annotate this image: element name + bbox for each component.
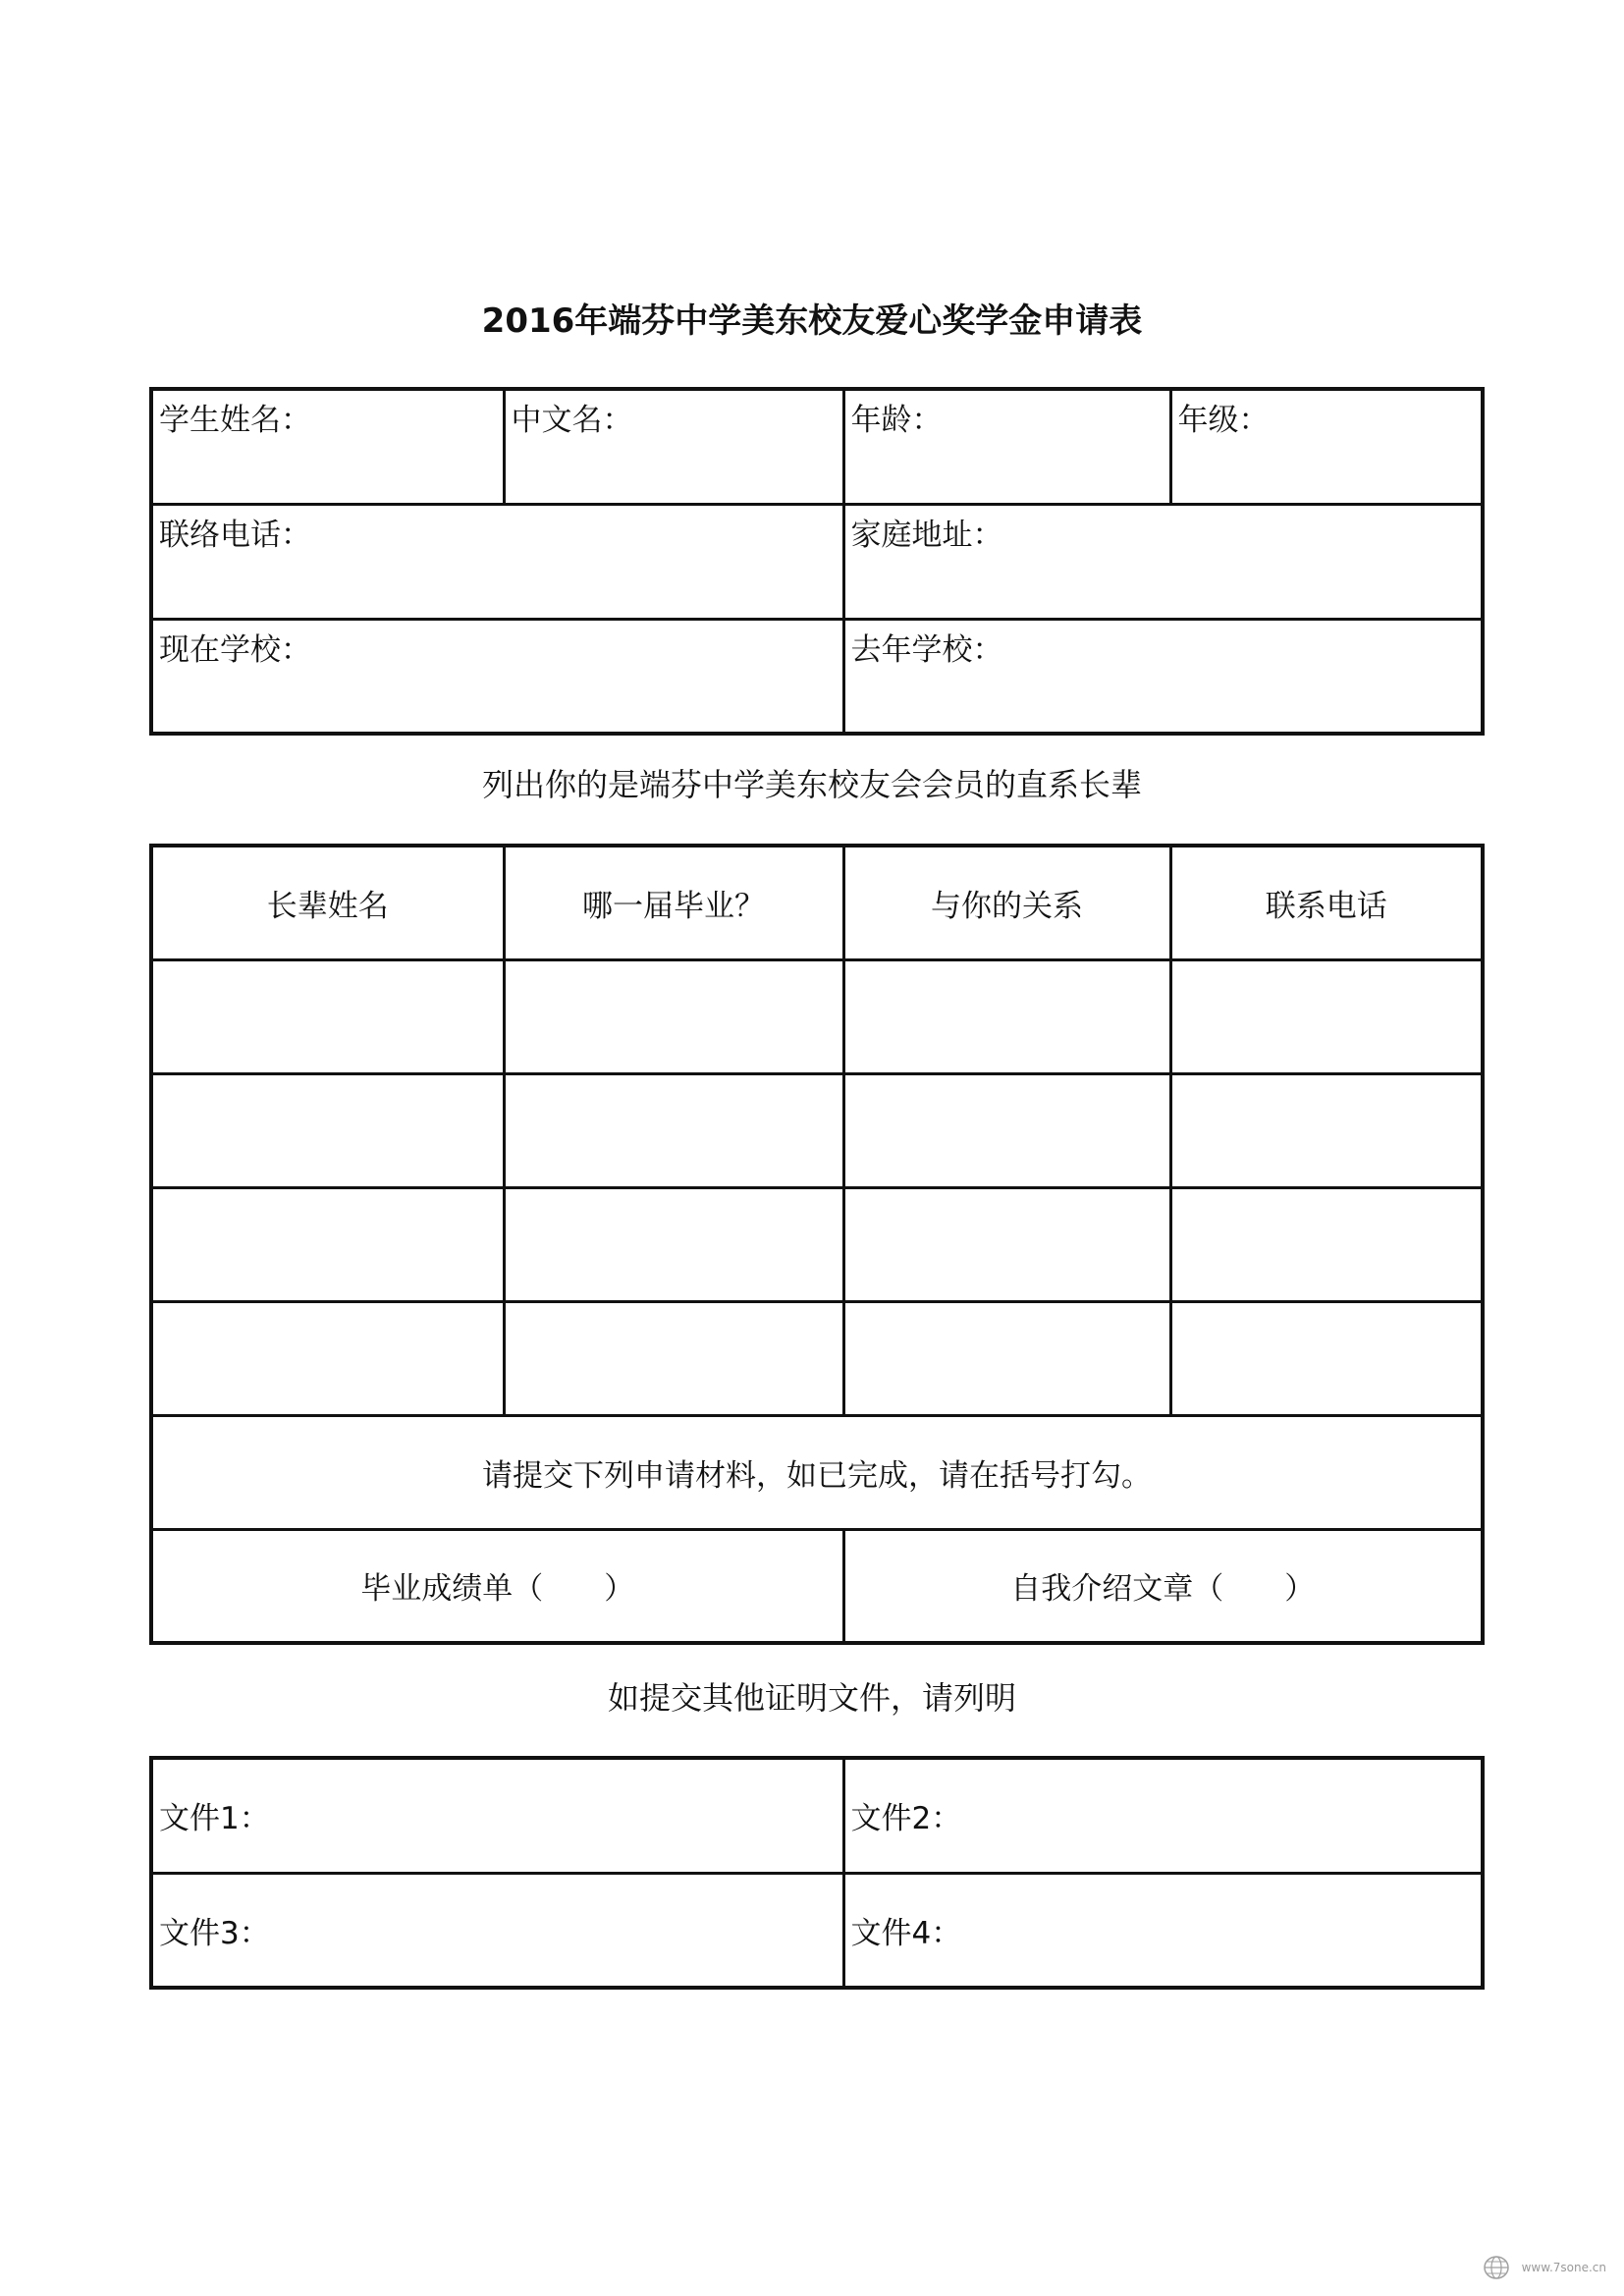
- table-row: [151, 1073, 1483, 1187]
- graduation-year-cell[interactable]: [504, 959, 843, 1073]
- table-row: [151, 959, 1483, 1073]
- relative-name-cell[interactable]: [151, 959, 504, 1073]
- essay-checkbox[interactable]: 自我介绍文章（ ）: [843, 1529, 1483, 1643]
- relative-name-cell[interactable]: [151, 1301, 504, 1415]
- document-1-field[interactable]: 文件1：: [151, 1758, 843, 1873]
- document-4-field[interactable]: 文件4：: [843, 1873, 1483, 1988]
- graduation-year-cell[interactable]: [504, 1187, 843, 1301]
- contact-phone-cell[interactable]: [1170, 959, 1483, 1073]
- student-name-field[interactable]: 学生姓名：: [151, 389, 504, 504]
- student-info-table: [149, 387, 1485, 736]
- watermark-url: www.7sone.cn: [1521, 2261, 1606, 2274]
- table-row: [151, 1301, 1483, 1415]
- relatives-table: [149, 844, 1485, 1645]
- relationship-cell[interactable]: [843, 959, 1170, 1073]
- current-school-field[interactable]: 现在学校：: [151, 619, 843, 734]
- relative-name-cell[interactable]: [151, 1187, 504, 1301]
- materials-instruction: 请提交下列申请材料，如已完成，请在括号打勾。: [151, 1415, 1483, 1529]
- document-2-field[interactable]: 文件2：: [843, 1758, 1483, 1873]
- contact-phone-cell[interactable]: [1170, 1301, 1483, 1415]
- document-3-field[interactable]: 文件3：: [151, 1873, 843, 1988]
- header-contact-phone: 联系电话: [1170, 846, 1483, 959]
- header-graduation-year: 哪一届毕业？: [504, 846, 843, 959]
- header-relative-name: 长辈姓名: [151, 846, 504, 959]
- contact-phone-cell[interactable]: [1170, 1073, 1483, 1187]
- relative-name-cell[interactable]: [151, 1073, 504, 1187]
- watermark: [1477, 2253, 1606, 2282]
- relatives-caption: 列出你的是端芬中学美东校友会会员的直系长辈: [481, 766, 1142, 803]
- contact-phone-cell[interactable]: [1170, 1187, 1483, 1301]
- chinese-name-field[interactable]: 中文名：: [504, 389, 843, 504]
- table-row: [151, 1187, 1483, 1301]
- graduation-year-cell[interactable]: [504, 1301, 843, 1415]
- relationship-cell[interactable]: [843, 1073, 1170, 1187]
- last-year-school-field[interactable]: 去年学校：: [843, 619, 1483, 734]
- other-docs-caption: 如提交其他证明文件，请列明: [607, 1679, 1016, 1717]
- phone-field[interactable]: 联络电话：: [151, 504, 843, 619]
- relationship-cell[interactable]: [843, 1301, 1170, 1415]
- home-address-field[interactable]: 家庭地址：: [843, 504, 1483, 619]
- globe-logo-icon: [1477, 2254, 1516, 2281]
- other-docs-table: [149, 1756, 1485, 1990]
- header-relationship: 与你的关系: [843, 846, 1170, 959]
- age-field[interactable]: 年龄：: [843, 389, 1170, 504]
- grade-field[interactable]: 年级：: [1170, 389, 1483, 504]
- form-title: 2016年端芬中学美东校友爱心奖学金申请表: [481, 301, 1143, 341]
- relationship-cell[interactable]: [843, 1187, 1170, 1301]
- graduation-year-cell[interactable]: [504, 1073, 843, 1187]
- transcript-checkbox[interactable]: 毕业成绩单（ ）: [151, 1529, 843, 1643]
